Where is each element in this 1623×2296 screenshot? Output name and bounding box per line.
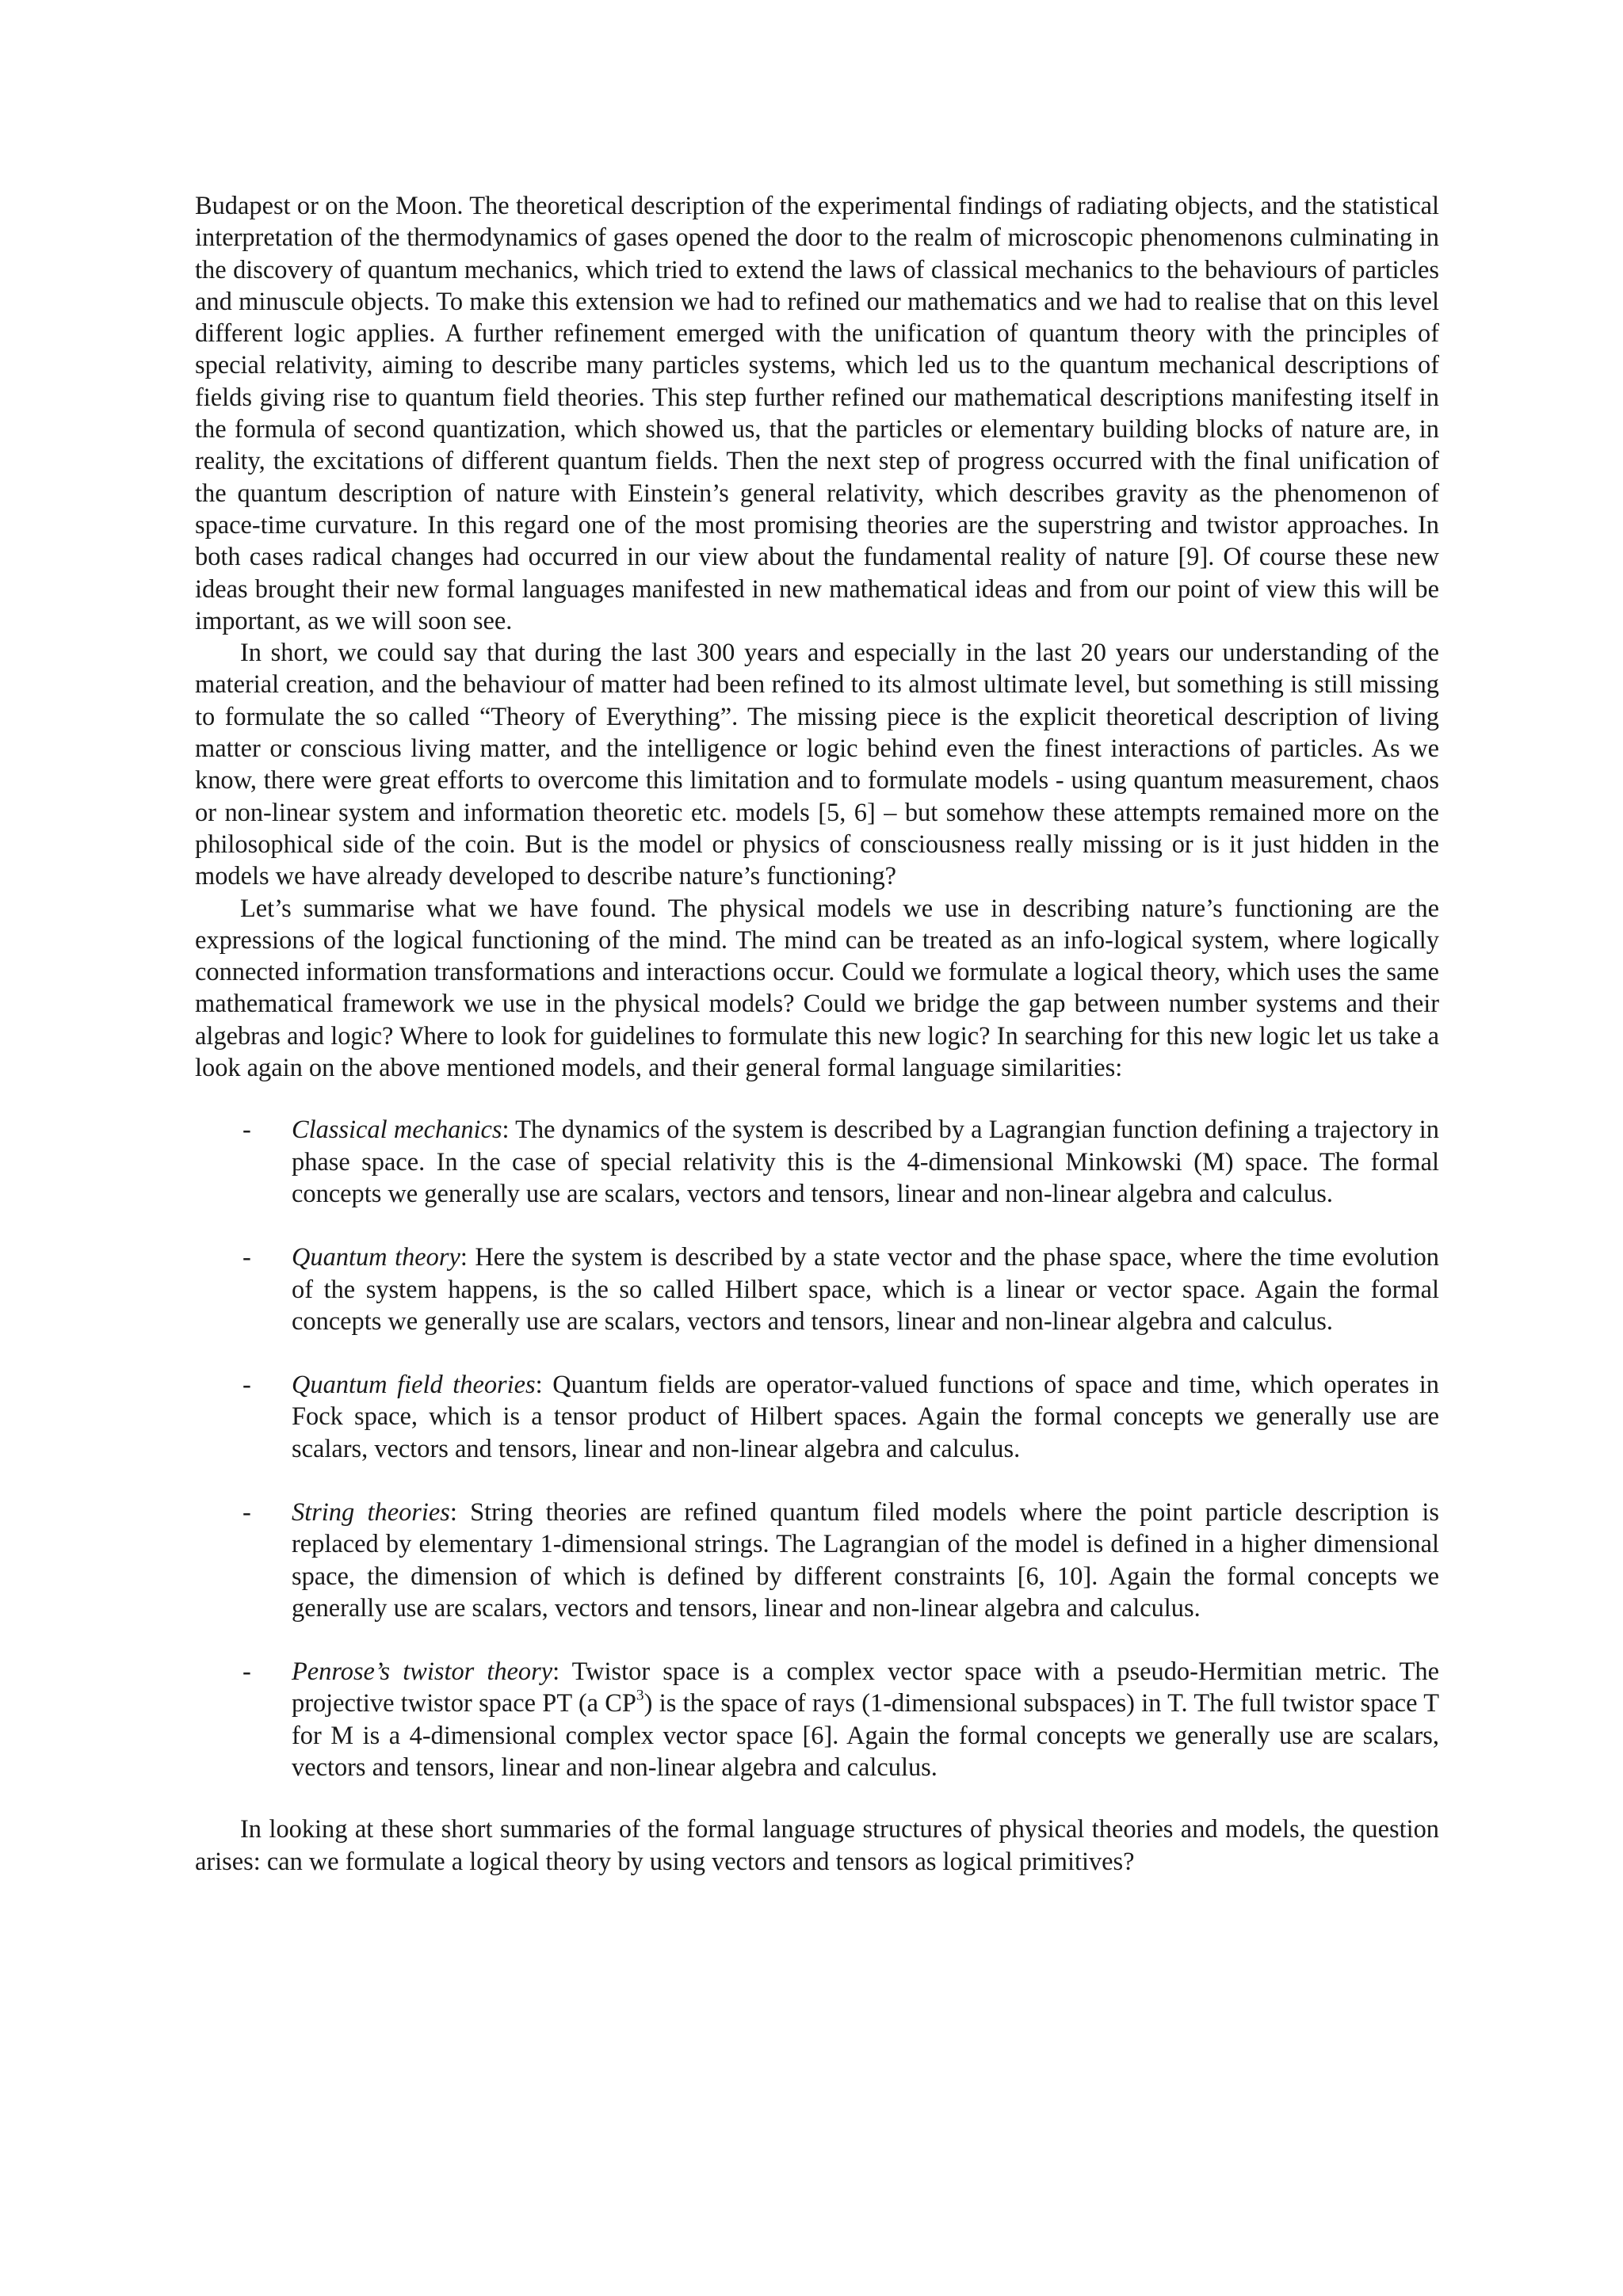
list-dash: - [242, 1116, 251, 1145]
list-dash: - [242, 1657, 251, 1687]
list-text-after-sup: ) is the space of rays (1-dimensional subspaces) in T. The full twistor space T for M is a 4-dimensional complex vector space [6]. Again the formal concepts we generally use are scalars, vectors and tensors, linear and non-linear algebra and calculus. [292, 1689, 1439, 1783]
page-content [195, 190, 1439, 1878]
list-item-classical-mechanics [195, 1114, 1439, 1210]
list-dash: - [242, 1371, 251, 1400]
list-item-quantum-theory [195, 1241, 1439, 1337]
list-text-before-sup: : Twistor space is a complex vector space with a pseudo-Hermitian metric. The projective twistor space PT (a CP [292, 1657, 1439, 1718]
list-text: : String theories are refined quantum filed models where the point particle description is replaced by elementary 1-dimensional strings. The Lagrangian of the model is defined in a higher dimensional space, the dimension of which is defined by different constraints [6, 10]. Again the formal concepts we generally use are scalars, vectors and tensors, linear and non-linear algebra and calculus. [292, 1497, 1439, 1623]
theories-list [195, 1114, 1439, 1783]
list-item-quantum-field-theories [195, 1369, 1439, 1465]
list-term: Penrose’s twistor theory [292, 1657, 553, 1687]
paragraph-2: In short, we could say that during the last 300 years and especially in the last 20 years our understanding of the material creation, and the behaviour of matter had been refined to its almost ultimate level, but something is still missing to formulate the so called “Theory of Everything”. The missing piece is the explicit theoretical description of living matter or conscious living matter, and the intelligence or logic behind even the finest interactions of particles. As we know, there were great efforts to overcome this limitation and to formulate models - using quantum measurement, chaos or non-linear system and information theoretic etc. models [5, 6] – but somehow these attempts remained more on the philosophical side of the coin. But is the model or physics of consciousness really missing or is it just hidden in the models we have already developed to describe nature’s functioning? [195, 639, 1439, 891]
paragraph-1: Budapest or on the Moon. The theoretical description of the experimental findings of radiating objects, and the statistical interpretation of the thermodynamics of gases opened the door to the realm of microscopic phenomenons culminating in the discovery of quantum mechanics, which tried to extend the laws of classical mechanics to the behaviours of particles and minuscule objects. To make this extension we had to refined our mathematics and we had to realise that on this level different logic applies. A further refinement emerged with the unification of quantum theory with the principles of special relativity, aiming to describe many particles systems, which led us to the quantum mechanical descriptions of fields giving rise to quantum field theories. This step further refined our mathematical descriptions manifesting itself in the formula of second quantization, which showed us, that the particles or elementary building blocks of nature are, in reality, the excitations of different quantum fields. Then the next step of progress occurred with the final unification of the quantum description of nature with Einstein’s general relativity, which describes gravity as the phenomenon of space-time curvature. In this regard one of the most promising theories are the superstring and twistor approaches. In both cases radical changes had occurred in our view about the fundamental reality of nature [9]. Of course these new ideas brought their new formal languages manifested in new mathematical ideas and from our point of view this will be important, as we will soon see. [195, 192, 1439, 635]
closing-paragraph: In looking at these short summaries of the formal language structures of physical theories and models, the question arises: can we formulate a logical theory by using vectors and tensors as logical primitives? [195, 1815, 1439, 1876]
list-dash: - [242, 1497, 251, 1527]
list-dash: - [242, 1243, 251, 1272]
list-text: : Quantum fields are operator-valued functions of space and time, which operates in Fock space, which is a tensor product of Hilbert spaces. Again the formal concepts we generally use are scalars, vectors and tensors, linear and non-linear algebra and calculus. [292, 1371, 1439, 1463]
list-item-string-theories [195, 1497, 1439, 1624]
superscript: 3 [636, 1687, 644, 1704]
list-text: : The dynamics of the system is described by a Lagrangian function defining a trajectory in phase space. In the case of special relativity this is the 4-dimensional Minkowski (M) space. The formal concepts we generally use are scalars, vectors and tensors, linear and non-linear algebra and calculus. [292, 1116, 1439, 1208]
list-item-twistor-theory [195, 1656, 1439, 1783]
list-text: : Here the system is described by a state vector and the phase space, where the time evolution of the system happens, is the so called Hilbert space, which is a linear or vector space. Again the formal concepts we generally use are scalars, vectors and tensors, linear and non-linear algebra and calculus. [292, 1243, 1439, 1336]
list-term: Quantum field theories [292, 1371, 536, 1400]
list-term: String theories [292, 1497, 450, 1527]
list-term: Quantum theory [292, 1243, 460, 1272]
paragraph-3: Let’s summarise what we have found. The physical models we use in describing nature’s functioning are the expressions of the logical functioning of the mind. The mind can be treated as an info-logical system, where logically connected information transformations and interactions occur. Could we formulate a logical theory, which uses the same mathematical framework we use in the physical models? Could we bridge the gap between number systems and their algebras and logic? Where to look for guidelines to formulate this new logic? In searching for this new logic let us take a look again on the above mentioned models, and their general formal language similarities: [195, 894, 1439, 1083]
list-term: Classical mechanics [292, 1116, 502, 1145]
